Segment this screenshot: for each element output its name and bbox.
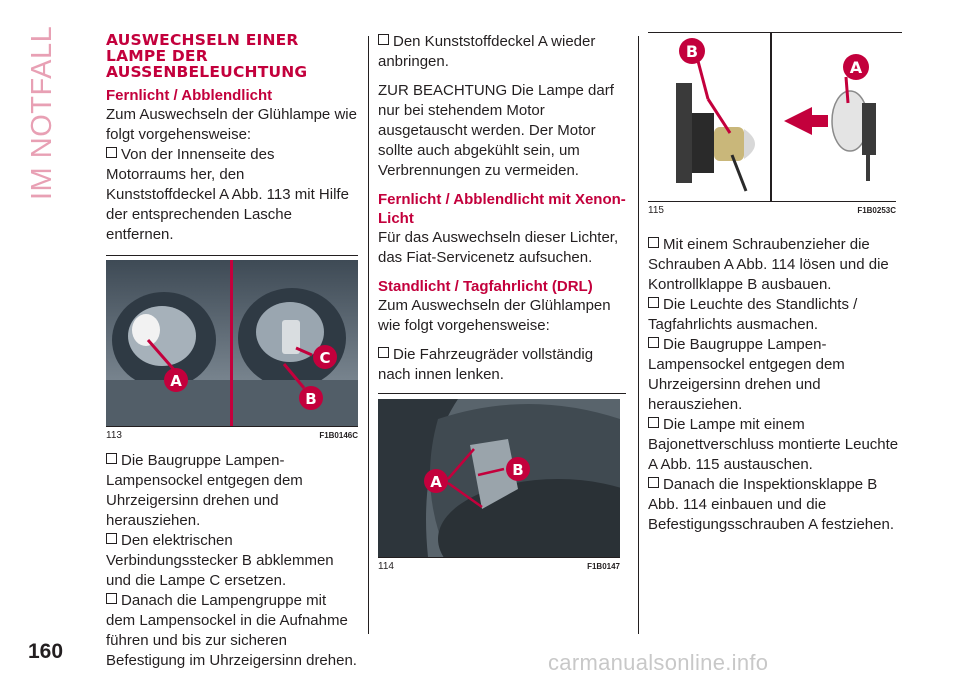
figure-115-image — [648, 33, 896, 201]
intro-text: Zum Auswechseln der Glühlampe wie folgt vorgehensweise: — [106, 106, 357, 143]
step-item — [648, 475, 902, 535]
column-2 — [378, 32, 626, 573]
step-text: Die Baugruppe Lampen- Lampensockel entgegen dem Uhrzeigersinn drehen und herausziehen. — [648, 336, 845, 413]
column-divider — [368, 36, 369, 634]
callout-c: C — [319, 349, 331, 367]
section-title-line: AUSWECHSELN EINER — [106, 31, 299, 49]
step-item — [106, 145, 358, 245]
figure-rule — [106, 255, 358, 256]
section-title-line: AUSSENBELEUCHTUNG — [106, 63, 308, 81]
column-1 — [106, 32, 358, 671]
checkbox-bullet-icon — [648, 417, 659, 428]
callout-b: B — [685, 42, 699, 61]
step-text: Mit einem Schraubenzieher die Schrauben A Abb. 114 lösen und die Kontrollklappe B ausbauen. — [648, 236, 889, 293]
xenon-text: Für das Auswechseln dieser Lichter, das Fiat-Servicenetz aufsuchen. — [378, 229, 619, 266]
step-text: Den Kunststoffdeckel A wieder anbringen. — [378, 33, 596, 70]
step-item — [378, 32, 626, 72]
callout-a: A — [849, 58, 863, 77]
callout-a: A — [170, 372, 182, 390]
checkbox-bullet-icon — [648, 477, 659, 488]
note-text: ZUR BEACHTUNG Die Lampe darf nur bei stehendem Motor ausgetauscht werden. Der Motor sollte auch abgekühlt sein, um Verbrennungen zu vermeiden. — [378, 82, 614, 179]
figure-113 — [106, 255, 358, 442]
checkbox-bullet-icon — [106, 593, 117, 604]
figure-113-image — [106, 260, 358, 426]
chapter-side-title: IM NOTFALL — [26, 25, 58, 200]
figure-number: 114 — [378, 561, 394, 572]
callout-b: B — [512, 461, 524, 479]
drl-intro-text: Zum Auswechseln der Glühlampen wie folgt vorgehensweise: — [378, 297, 611, 334]
checkbox-bullet-icon — [106, 533, 117, 544]
subtitle-xenon: Fernlicht / Abblendlicht mit Xenon-Licht — [378, 191, 626, 227]
figure-code: F1B0147 — [587, 562, 620, 571]
step-item — [648, 235, 902, 295]
figure-114-image — [378, 399, 620, 557]
figure-caption — [648, 201, 896, 217]
figure-caption — [378, 557, 620, 573]
wheel-arch-illustration — [378, 399, 620, 557]
step-item — [106, 531, 358, 591]
checkbox-bullet-icon — [648, 297, 659, 308]
page-number: 160 — [28, 640, 64, 663]
checkbox-bullet-icon — [378, 347, 389, 358]
figure-code: F1B0146C — [319, 431, 358, 440]
step-item — [648, 335, 902, 415]
step-text: Danach die Inspektionsklappe B Abb. 114 einbauen und die Befestigungsschrauben A festziehen. — [648, 476, 895, 533]
step-item — [106, 451, 358, 531]
step-item — [648, 415, 902, 475]
figure-114 — [378, 393, 626, 573]
step-text: Die Lampe mit einem Bajonettverschluss montierte Leuchte A Abb. 115 austauschen. — [648, 416, 899, 473]
checkbox-bullet-icon — [106, 453, 117, 464]
checkbox-bullet-icon — [378, 34, 389, 45]
step-text: Die Baugruppe Lampen- Lampensockel entgegen dem Uhrzeigersinn drehen und herausziehen. — [106, 452, 303, 529]
step-text: Den elektrischen Verbindungsstecker B abklemmen und die Lampe C ersetzen. — [106, 532, 334, 589]
figure-number: 113 — [106, 430, 122, 441]
figure-rule — [378, 393, 626, 394]
checkbox-bullet-icon — [648, 237, 659, 248]
checkbox-bullet-icon — [106, 147, 117, 158]
engine-bay-illustration — [106, 260, 358, 426]
callout-b: B — [305, 390, 317, 408]
figure-caption — [106, 426, 358, 442]
subtitle-high-low-beam: Fernlicht / Abblendlicht — [106, 87, 273, 104]
step-item — [106, 591, 358, 671]
column-3 — [648, 32, 902, 535]
step-text: Die Leuchte des Standlichts / Tagfahrlichts ausmachen. — [648, 296, 858, 333]
step-text: Die Fahrzeugräder vollständig nach innen lenken. — [378, 346, 594, 383]
figure-115 — [648, 32, 902, 217]
section-title-line: LAMPE DER — [106, 47, 208, 65]
figure-code: F1B0253C — [857, 206, 896, 215]
section-title — [106, 32, 358, 80]
step-item — [648, 295, 902, 335]
figure-number: 115 — [648, 205, 664, 216]
subtitle-drl: Standlicht / Tagfahrlicht (DRL) — [378, 278, 593, 295]
step-item — [378, 345, 626, 385]
watermark: carmanualsonline.info — [548, 650, 769, 675]
step-text: Von der Innenseite des Motorraums her, den Kunststoffdeckel A Abb. 113 mit Hilfe der entsprechenden Lasche entfernen. — [106, 146, 349, 243]
step-text: Danach die Lampengruppe mit dem Lampensockel in die Aufnahme führen und bis zur sicheren Befestigung im Uhrzeigersinn drehen. — [106, 592, 357, 669]
column-divider — [638, 36, 639, 634]
checkbox-bullet-icon — [648, 337, 659, 348]
callout-a: A — [430, 473, 442, 491]
bulb-replacement-illustration — [648, 33, 896, 201]
